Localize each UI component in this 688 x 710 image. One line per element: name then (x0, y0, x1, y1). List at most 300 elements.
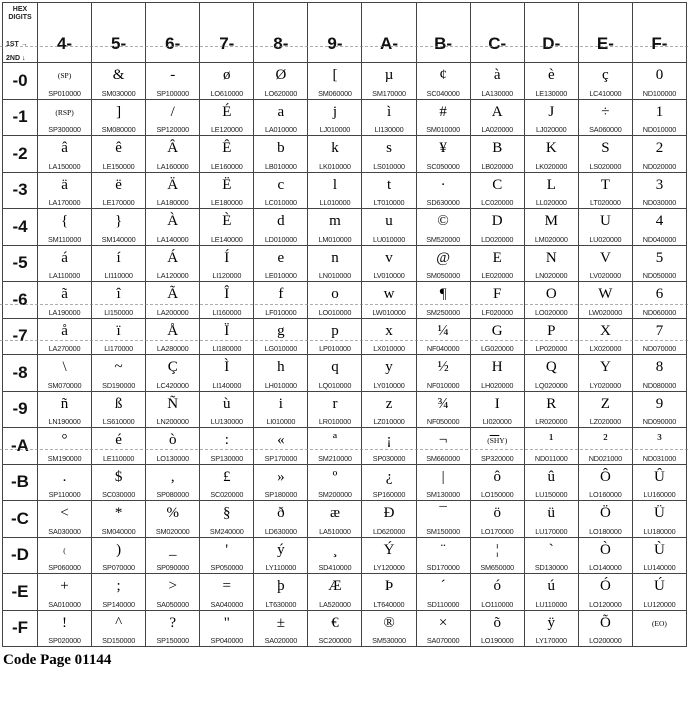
glyph: 7 (655, 322, 664, 339)
gcgid-code: LE010000 (265, 271, 297, 280)
codepoint-cell (633, 136, 687, 173)
gcgid-code: SP110000 (48, 490, 81, 499)
column-header: 4- (38, 3, 92, 63)
gcgid-code: LU010000 (372, 234, 406, 244)
gcgid-code: LD010000 (264, 234, 297, 244)
codepoint-cell (417, 282, 471, 319)
second-hex-digit-label: 2ND ↓ (6, 55, 26, 62)
glyph: / (170, 103, 175, 120)
glyph: § (223, 505, 231, 522)
codepoint-cell (471, 392, 525, 429)
codepoint-cell (308, 136, 362, 173)
codepoint-cell (200, 355, 254, 392)
codepoint-cell (525, 392, 579, 429)
glyph: I (494, 395, 500, 412)
codepoint-cell (633, 465, 687, 502)
glyph: f (278, 286, 284, 303)
codepoint-cell (417, 100, 471, 137)
codepoint-cell (308, 355, 362, 392)
codepoint-cell (308, 173, 362, 210)
glyph: 9 (655, 395, 664, 412)
glyph: ° (61, 432, 68, 449)
glyph: , (170, 468, 175, 485)
gcgid-code: ND040000 (642, 234, 677, 244)
first-hex-digit-label: 1ST → (6, 41, 28, 48)
codepoint-cell (146, 209, 200, 246)
gcgid-code: LE160000 (210, 161, 243, 171)
codepoint-cell (633, 319, 687, 356)
glyph: i (278, 395, 283, 412)
codepoint-cell (471, 538, 525, 575)
codepoint-cell (254, 501, 308, 538)
codepoint-cell (579, 574, 633, 611)
gcgid-code: LZ020000 (589, 417, 621, 426)
gcgid-code: ND020000 (642, 161, 677, 171)
glyph: j (332, 103, 338, 120)
codepoint-cell (200, 173, 254, 210)
glyph: ( $\overline{SH}$ Y) (487, 436, 508, 446)
codepoint-cell (200, 246, 254, 283)
glyph: µ (384, 67, 394, 84)
codepoint-cell (146, 574, 200, 611)
row-header: -4 (3, 209, 38, 246)
gcgid-code: SA020000 (264, 636, 298, 645)
gcgid-code: LM020000 (534, 234, 568, 244)
gcgid-code: SC050000 (426, 161, 460, 171)
gcgid-code: LQ020000 (535, 380, 568, 390)
glyph: ] (116, 103, 122, 120)
glyph: D (491, 213, 503, 230)
gcgid-code: SP160000 (372, 490, 406, 499)
gcgid-code: LT630000 (265, 599, 297, 609)
codepoint-cell (362, 392, 416, 429)
codepoint-cell (471, 282, 525, 319)
gcgid-code: LE140000 (210, 234, 243, 244)
column-header: 5- (92, 3, 146, 63)
codepoint-cell (308, 538, 362, 575)
glyph: ¦ (495, 541, 499, 558)
gcgid-code: LA110000 (48, 271, 81, 280)
glyph: º (332, 468, 338, 485)
codepoint-cell (92, 100, 146, 137)
glyph: Ø (275, 67, 287, 84)
gcgid-code: SD130000 (534, 563, 568, 572)
glyph: K (545, 140, 557, 157)
codepoint-cell (92, 538, 146, 575)
gcgid-code: LB020000 (481, 161, 514, 171)
codepoint-cell (38, 574, 92, 611)
codepoint-cell (362, 100, 416, 137)
codepoint-cell (92, 319, 146, 356)
gcgid-code: SP020000 (48, 636, 81, 645)
codepoint-cell (146, 501, 200, 538)
glyph: k (331, 140, 339, 157)
codepoint-cell (525, 63, 579, 100)
codepoint-cell (146, 611, 200, 648)
codepoint-cell (38, 209, 92, 246)
codepoint-cell (200, 209, 254, 246)
codepoint-cell (579, 611, 633, 648)
codepoint-cell (525, 355, 579, 392)
codepoint-cell (308, 501, 362, 538)
codepoint-cell (254, 392, 308, 429)
glyph: ß (114, 395, 123, 412)
gcgid-code: LC410000 (589, 88, 622, 98)
glyph: l (332, 176, 338, 193)
glyph: | (441, 468, 445, 485)
codepoint-cell (146, 465, 200, 502)
glyph: · (440, 176, 446, 193)
codepoint-cell (471, 173, 525, 210)
codepoint-cell (92, 355, 146, 392)
gcgid-code: LG020000 (480, 344, 514, 353)
gcgid-code: ND090000 (642, 417, 677, 426)
glyph: 4 (655, 213, 664, 230)
gcgid-code: SP120000 (156, 125, 189, 134)
gcgid-code: LU140000 (643, 563, 676, 572)
gcgid-code: LA180000 (156, 198, 189, 207)
glyph: B (492, 140, 503, 157)
glyph: Í (224, 249, 230, 266)
codepoint-cell (38, 100, 92, 137)
codepoint-cell (92, 574, 146, 611)
glyph: _ (168, 541, 177, 558)
glyph: ¹ (549, 432, 554, 449)
codepoint-cell (417, 209, 471, 246)
gcgid-code: SM660000 (426, 453, 460, 463)
codepoint-cell (525, 100, 579, 137)
glyph: ; (116, 578, 121, 595)
gcgid-code: SA050000 (156, 599, 189, 609)
glyph: 5 (655, 249, 664, 266)
hex-digits-corner (3, 3, 38, 63)
table-row (3, 63, 687, 100)
gcgid-code: LY110000 (265, 563, 297, 572)
glyph: (SP) (57, 71, 72, 81)
glyph: T (600, 176, 610, 193)
glyph: p (331, 322, 339, 339)
glyph: á (61, 249, 68, 266)
codepoint-cell (254, 173, 308, 210)
gcgid-code: LL010000 (319, 198, 351, 207)
glyph: C (492, 176, 503, 193)
gcgid-code: SM130000 (426, 490, 460, 499)
gcgid-code: LO120000 (589, 599, 622, 609)
gcgid-code: LW010000 (372, 307, 406, 317)
gcgid-code: LC010000 (264, 198, 297, 207)
row-header: -D (3, 538, 38, 575)
gcgid-code: LT020000 (590, 198, 621, 207)
row-header: -F (3, 611, 38, 648)
gcgid-code: LN020000 (535, 271, 568, 280)
gcgid-code: LI150000 (104, 307, 134, 317)
codepoint-cell (254, 100, 308, 137)
codepoint-cell (417, 173, 471, 210)
codepoint-cell (92, 611, 146, 648)
codepoint-cell (254, 428, 308, 465)
glyph: û (547, 468, 556, 485)
gcgid-code: SP320000 (480, 453, 514, 463)
glyph: { (60, 213, 69, 230)
glyph: ª (332, 432, 338, 449)
glyph: d (277, 213, 285, 230)
codepoint-cell (633, 209, 687, 246)
codepoint-cell (633, 246, 687, 283)
glyph: z (385, 395, 393, 412)
gcgid-code: SA040000 (210, 599, 244, 609)
glyph: « (277, 432, 285, 449)
gcgid-code: LI140000 (212, 380, 242, 390)
gcgid-code: LA130000 (481, 88, 514, 98)
codepoint-cell (525, 173, 579, 210)
gcgid-code: SD170000 (426, 563, 460, 572)
codepoint-cell (92, 428, 146, 465)
codepoint-cell (308, 392, 362, 429)
glyph: " (223, 614, 230, 631)
glyph: y (385, 359, 393, 376)
glyph: M (544, 213, 558, 230)
code-table-body (3, 63, 687, 647)
gcgid-code: LU150000 (535, 490, 568, 499)
gcgid-code: LD020000 (481, 234, 514, 244)
glyph: ¾ (437, 395, 449, 412)
header-row (3, 3, 687, 63)
table-row (3, 173, 687, 210)
glyph: x (385, 322, 393, 339)
codepoint-cell (525, 319, 579, 356)
glyph: X (599, 322, 611, 339)
glyph: Ì (224, 359, 230, 376)
gcgid-code: LC020000 (481, 198, 514, 207)
glyph: ` (548, 541, 554, 558)
glyph: ¬ (438, 432, 448, 449)
glyph: Z (600, 395, 610, 412)
gcgid-code: SA010000 (48, 599, 81, 609)
gcgid-code: SP300000 (48, 125, 81, 134)
glyph: ² (603, 432, 608, 449)
codepoint-cell (308, 319, 362, 356)
column-header: F- (633, 3, 687, 63)
column-header: 8- (254, 3, 308, 63)
codepoint-cell (579, 465, 633, 502)
glyph: V (599, 249, 611, 266)
glyph: ® (383, 614, 395, 631)
table-row (3, 611, 687, 648)
glyph: ¸ (332, 541, 338, 558)
codepoint-cell (362, 136, 416, 173)
gcgid-code: LU110000 (535, 599, 568, 609)
gcgid-code: LR020000 (535, 417, 568, 426)
column-header: B- (417, 3, 471, 63)
gcgid-code: LR010000 (318, 417, 351, 426)
glyph: Ã (167, 286, 179, 303)
glyph: G (491, 322, 503, 339)
codepoint-cell (579, 501, 633, 538)
glyph: . (62, 468, 67, 485)
column-header: C- (471, 3, 525, 63)
row-header: -9 (3, 392, 38, 429)
codepoint-cell (308, 282, 362, 319)
codepoint-cell (633, 611, 687, 648)
glyph: Ò (599, 541, 611, 558)
hex-digits-label (3, 6, 37, 22)
codepoint-cell (417, 611, 471, 648)
codepoint-cell (146, 538, 200, 575)
codepoint-cell (146, 63, 200, 100)
glyph: ò (168, 432, 177, 449)
gcgid-code: LA520000 (319, 599, 351, 609)
column-header: 7- (200, 3, 254, 63)
codepoint-cell (362, 501, 416, 538)
gcgid-code: LA170000 (48, 198, 81, 207)
glyph: ¯ (439, 505, 447, 522)
gcgid-code: NF010000 (426, 380, 460, 390)
gcgid-code: SA030000 (48, 526, 81, 536)
glyph: © (437, 213, 449, 230)
glyph: â (61, 140, 68, 157)
glyph: - (170, 67, 176, 84)
glyph: ñ (60, 395, 69, 412)
glyph: e (277, 249, 285, 266)
codepoint-cell (146, 136, 200, 173)
gcgid-code: SM200000 (318, 490, 352, 499)
codepoint-cell (471, 574, 525, 611)
glyph: ö (493, 505, 501, 522)
gcgid-code: LO140000 (589, 563, 622, 572)
glyph: ¿ (385, 468, 393, 485)
glyph: ü (547, 505, 556, 522)
gcgid-code: LY020000 (589, 380, 621, 390)
gcgid-code: LY010000 (373, 380, 405, 390)
gcgid-code: SP070000 (102, 563, 135, 572)
glyph: æ (329, 505, 340, 522)
row-header: -7 (3, 319, 38, 356)
codepoint-cell (92, 282, 146, 319)
row-header: -1 (3, 100, 38, 137)
gcgid-code: LM010000 (318, 234, 352, 244)
glyph: Y (599, 359, 611, 376)
codepoint-cell (471, 136, 525, 173)
codepoint-cell (38, 501, 92, 538)
gcgid-code: ND050000 (642, 271, 677, 280)
code-table (2, 2, 687, 647)
codepoint-cell (417, 465, 471, 502)
codepoint-cell (38, 428, 92, 465)
glyph: = (222, 578, 232, 595)
codepoint-cell (525, 574, 579, 611)
glyph: # (439, 103, 447, 120)
gcgid-code: SM520000 (426, 234, 460, 244)
gcgid-code: LT640000 (373, 599, 405, 609)
glyph: ä (61, 176, 68, 193)
gcgid-code: LE020000 (481, 271, 514, 280)
glyph: % (166, 505, 179, 522)
glyph: P (547, 322, 556, 339)
glyph: : (224, 432, 229, 449)
table-row (3, 574, 687, 611)
glyph: Q (545, 359, 557, 376)
codepoint-cell (579, 63, 633, 100)
gcgid-code: SM210000 (318, 453, 352, 463)
glyph: Â (167, 140, 179, 157)
codepoint-cell (362, 611, 416, 648)
codepoint-cell (525, 501, 579, 538)
gcgid-code: LU170000 (535, 526, 568, 536)
glyph: Ë (222, 176, 232, 193)
hex-digits-line1: HEX (12, 6, 28, 13)
codepoint-cell (471, 63, 525, 100)
gcgid-code: LH010000 (264, 380, 297, 390)
glyph: ¼ (437, 322, 449, 339)
table-row (3, 465, 687, 502)
row-header: -8 (3, 355, 38, 392)
codepoint-cell (579, 282, 633, 319)
gcgid-code: SC040000 (426, 88, 460, 98)
row-header: -A (3, 428, 38, 465)
gcgid-code: ND070000 (642, 344, 677, 353)
codepoint-cell (525, 465, 579, 502)
gcgid-code: SP140000 (102, 599, 135, 609)
codepoint-cell (362, 209, 416, 246)
gcgid-code: LE120000 (210, 125, 243, 134)
codepoint-cell (146, 392, 200, 429)
hex-digits-line2: DIGITS (8, 14, 32, 21)
gcgid-code: SP060000 (48, 563, 81, 572)
gcgid-code: LO110000 (481, 599, 514, 609)
codepoint-cell (200, 282, 254, 319)
gcgid-code: SP180000 (264, 490, 298, 499)
gcgid-code: SM080000 (101, 125, 136, 134)
gcgid-code: SM060000 (318, 88, 352, 98)
glyph: ã (61, 286, 68, 303)
codepoint-cell (200, 501, 254, 538)
codepoint-cell (471, 100, 525, 137)
gcgid-code: ND060000 (642, 307, 677, 317)
gcgid-code: LA010000 (265, 125, 297, 134)
gcgid-code: LP020000 (535, 344, 568, 353)
table-row (3, 282, 687, 319)
gcgid-code: LA200000 (156, 307, 189, 317)
glyph: ³ (657, 432, 662, 449)
gcgid-code: LT010000 (373, 198, 405, 207)
gcgid-code: LE170000 (102, 198, 135, 207)
glyph: ! (62, 614, 68, 631)
gcgid-code: SD410000 (318, 563, 352, 572)
gcgid-code: SM030000 (101, 88, 136, 98)
codepoint-cell (254, 465, 308, 502)
glyph: Ï (224, 322, 230, 339)
glyph: ¥ (439, 140, 447, 157)
gcgid-code: LA140000 (156, 234, 189, 244)
glyph: w (383, 286, 395, 303)
codepoint-cell (417, 63, 471, 100)
gcgid-code: LO160000 (589, 490, 622, 499)
gcgid-code: LO190000 (480, 636, 514, 645)
gcgid-code: SC200000 (318, 636, 352, 645)
glyph: ù (223, 395, 231, 412)
glyph: (RSP) (55, 107, 74, 117)
codepoint-cell (471, 355, 525, 392)
gcgid-code: LY170000 (535, 636, 567, 645)
codepoint-cell (525, 428, 579, 465)
row-header: -C (3, 501, 38, 538)
codepoint-cell (146, 246, 200, 283)
glyph: v (385, 249, 393, 266)
table-row (3, 209, 687, 246)
glyph: é (115, 432, 122, 449)
codepoint-cell (362, 574, 416, 611)
glyph: ' (225, 541, 229, 558)
